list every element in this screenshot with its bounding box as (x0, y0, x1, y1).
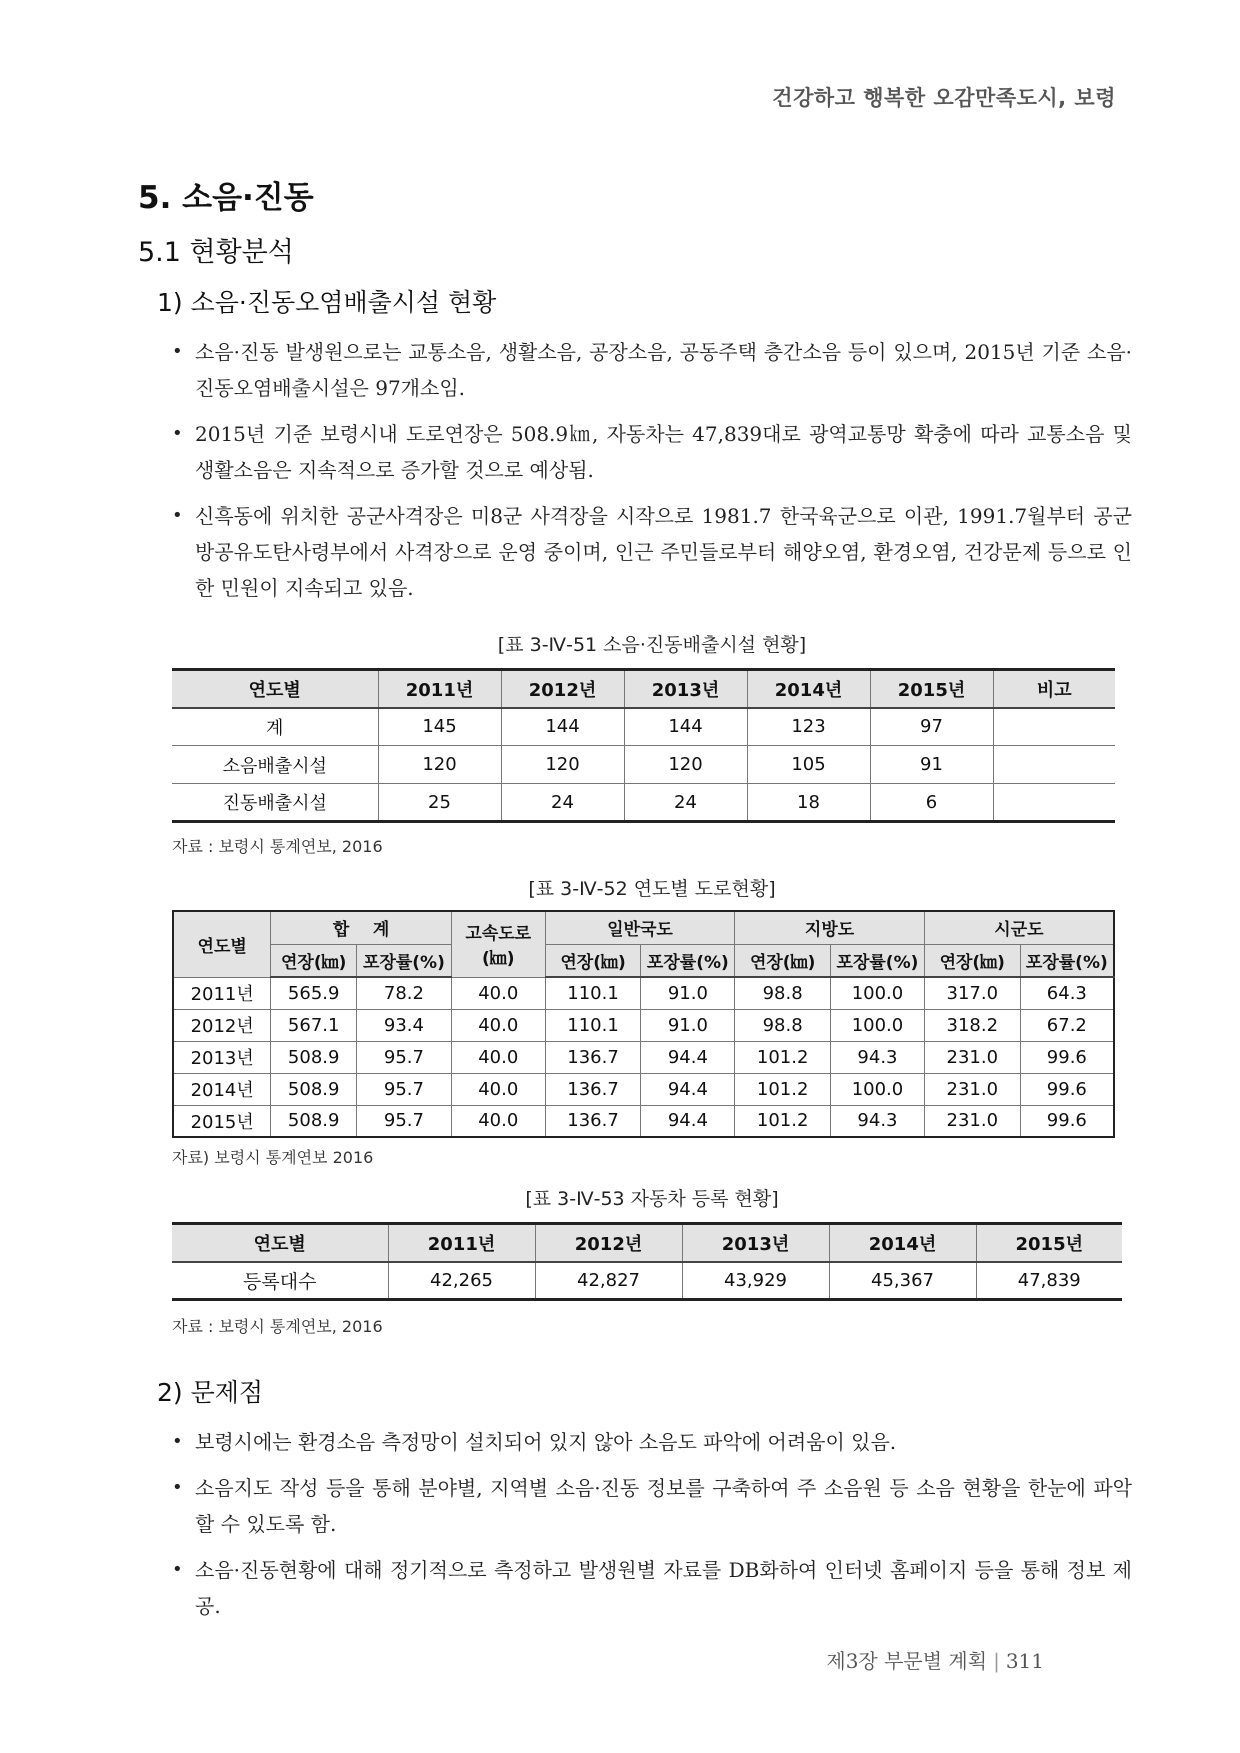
page-number: 311 (1005, 1649, 1044, 1673)
cell: 231.0 (924, 1073, 1020, 1105)
footer-separator: | (993, 1649, 1000, 1673)
cell: 318.2 (924, 1009, 1020, 1041)
row-label: 2014년 (173, 1073, 271, 1105)
header-paved-rate: 포장률(%) (831, 944, 925, 977)
header-paved-rate: 포장률(%) (357, 944, 452, 977)
header-cell: 연도별 (172, 1224, 388, 1262)
table-row (173, 1105, 1114, 1137)
cell: 95.7 (357, 1105, 452, 1137)
header-cell: 2012년 (501, 670, 624, 708)
cell: 94.4 (641, 1105, 735, 1137)
bullet-item: • 소음·진동 발생원으로는 교통소음, 생활소음, 공장소음, 공동주택 층간소음 등이 있으며, 2015년 기준 소음·진동오염배출시설은 97개소임. (172, 334, 1132, 406)
cell: 101.2 (735, 1041, 831, 1073)
cell: 100.0 (831, 1009, 925, 1041)
page-footer (826, 1645, 1044, 1674)
cell: 565.9 (271, 977, 357, 1009)
row-label: 2015년 (173, 1105, 271, 1137)
row-label: 2011년 (173, 977, 271, 1009)
cell: 105 (747, 746, 870, 784)
cell (993, 784, 1115, 822)
header-paved-rate: 포장률(%) (1020, 944, 1114, 977)
cell: 508.9 (271, 1105, 357, 1137)
header-total: 합 계 (271, 911, 452, 944)
header-cell: 2011년 (388, 1224, 535, 1262)
table1-caption: [표 3-Ⅳ-51 소음·진동배출시설 현황] (497, 634, 807, 656)
cell: 136.7 (545, 1073, 641, 1105)
cell (993, 708, 1115, 746)
table-row (173, 1073, 1114, 1105)
cell: 508.9 (271, 1073, 357, 1105)
row-label: 2013년 (173, 1041, 271, 1073)
header-cell: 2015년 (870, 670, 993, 708)
table-header-row (173, 911, 1114, 944)
cell: 18 (747, 784, 870, 822)
cell: 98.8 (735, 1009, 831, 1041)
bullet-item: • 2015년 기준 보령시내 도로연장은 508.9㎞, 자동차는 47,839대로 광역교통망 확충에 따라 교통소음 및 생활소음은 지속적으로 증가할 것으로 예상됨. (172, 416, 1132, 488)
table-header-row (172, 670, 1115, 708)
bullet-item: • 소음·진동현황에 대해 정기적으로 측정하고 발생원별 자료를 DB화하여 인터넷 홈페이지 등을 통해 정보 제공. (172, 1552, 1132, 1624)
cell: 91 (870, 746, 993, 784)
table3-source: 자료 : 보령시 통계연보, 2016 (172, 1317, 383, 1336)
cell: 100.0 (831, 977, 925, 1009)
table-row (173, 1009, 1114, 1041)
subheading-problems: 2) 문제점 (157, 1378, 264, 1407)
cell: 94.3 (831, 1105, 925, 1137)
cell: 97 (870, 708, 993, 746)
cell: 120 (501, 746, 624, 784)
section-title: 5. 소음·진동 (138, 180, 314, 216)
problems-bullet-list (172, 1424, 1132, 1634)
header-city-road: 시군도 (924, 911, 1114, 944)
cell: 40.0 (451, 1009, 545, 1041)
header-cell: 비고 (993, 670, 1115, 708)
cell: 40.0 (451, 1041, 545, 1073)
table1-source: 자료 : 보령시 통계연보, 2016 (172, 837, 383, 856)
table-row (172, 746, 1115, 784)
table-header-row (172, 1224, 1122, 1262)
cell: 64.3 (1020, 977, 1114, 1009)
table2-caption: [표 3-Ⅳ-52 연도별 도로현황] (528, 878, 776, 900)
cell: 91.0 (641, 1009, 735, 1041)
subsection-title: 5.1 현황분석 (138, 237, 294, 268)
cell: 42,265 (388, 1262, 535, 1300)
subheading-status: 1) 소음·진동오염배출시설 현황 (157, 288, 497, 317)
cell: 95.7 (357, 1041, 452, 1073)
header-cell: 2014년 (829, 1224, 976, 1262)
cell: 40.0 (451, 1073, 545, 1105)
cell: 101.2 (735, 1105, 831, 1137)
header-highway-unit: (㎞) (481, 949, 515, 970)
cell: 24 (624, 784, 747, 822)
header-national-road: 일반국도 (545, 911, 735, 944)
cell: 25 (378, 784, 501, 822)
running-header: 건강하고 행복한 오감만족도시, 보령 (772, 86, 1116, 110)
bullet-item: • 보령시에는 환경소음 측정망이 설치되어 있지 않아 소음도 파악에 어려움이 있음. (172, 1424, 1132, 1460)
cell: 136.7 (545, 1041, 641, 1073)
cell: 93.4 (357, 1009, 452, 1041)
cell: 317.0 (924, 977, 1020, 1009)
table-row (173, 977, 1114, 1009)
header-length: 연장(㎞) (924, 944, 1020, 977)
cell: 43,929 (682, 1262, 829, 1300)
cell: 42,827 (535, 1262, 682, 1300)
cell: 24 (501, 784, 624, 822)
table-row (173, 1041, 1114, 1073)
cell: 144 (624, 708, 747, 746)
header-highway-label: 고속도로 (465, 924, 532, 945)
header-local-road: 지방도 (735, 911, 925, 944)
bullet-item: • 신흑동에 위치한 공군사격장은 미8군 사격장을 시작으로 1981.7 한국육군으로 이관, 1991.7월부터 공군 방공유도탄사령부에서 사격장으로 운영 중이며, 인근 주민들로부터 해양오염, 환경오염, 건강문제 등으로 인한 민원이 지속되고 있음. (172, 498, 1132, 606)
header-paved-rate: 포장률(%) (641, 944, 735, 977)
cell: 231.0 (924, 1105, 1020, 1137)
cell: 101.2 (735, 1073, 831, 1105)
table2-source: 자료) 보령시 통계연보 2016 (172, 1148, 374, 1167)
header-cell: 2011년 (378, 670, 501, 708)
cell: 100.0 (831, 1073, 925, 1105)
cell: 508.9 (271, 1041, 357, 1073)
road-status-table (172, 910, 1115, 1138)
cell: 98.8 (735, 977, 831, 1009)
cell: 91.0 (641, 977, 735, 1009)
row-label: 진동배출시설 (172, 784, 378, 822)
cell: 120 (624, 746, 747, 784)
table-subheader-row (173, 944, 1114, 977)
header-year: 연도별 (173, 911, 271, 977)
cell (993, 746, 1115, 784)
cell: 94.4 (641, 1041, 735, 1073)
table-row (172, 708, 1115, 746)
cell: 99.6 (1020, 1073, 1114, 1105)
header-length: 연장(㎞) (545, 944, 641, 977)
header-cell: 2012년 (535, 1224, 682, 1262)
cell: 47,839 (976, 1262, 1122, 1300)
row-label: 계 (172, 708, 378, 746)
cell: 40.0 (451, 1105, 545, 1137)
cell: 567.1 (271, 1009, 357, 1041)
cell: 40.0 (451, 977, 545, 1009)
bullet-item: • 소음지도 작성 등을 통해 분야별, 지역별 소음·진동 정보를 구축하여 주 소음원 등 소음 현황을 한눈에 파악할 수 있도록 함. (172, 1470, 1132, 1542)
row-label: 소음배출시설 (172, 746, 378, 784)
cell: 144 (501, 708, 624, 746)
cell: 99.6 (1020, 1105, 1114, 1137)
cell: 123 (747, 708, 870, 746)
cell: 6 (870, 784, 993, 822)
header-cell: 연도별 (172, 670, 378, 708)
header-cell: 2013년 (624, 670, 747, 708)
cell: 110.1 (545, 1009, 641, 1041)
emission-facility-table (172, 668, 1115, 823)
row-label: 2012년 (173, 1009, 271, 1041)
cell: 95.7 (357, 1073, 452, 1105)
header-cell: 2013년 (682, 1224, 829, 1262)
table-row (172, 784, 1115, 822)
row-label: 등록대수 (172, 1262, 388, 1300)
footer-chapter: 제3장 부문별 계획 (826, 1649, 988, 1673)
table-row (172, 1262, 1122, 1300)
header-length: 연장(㎞) (271, 944, 357, 977)
cell: 231.0 (924, 1041, 1020, 1073)
table3-caption: [표 3-Ⅳ-53 자동차 등록 현황] (525, 1188, 779, 1210)
header-cell: 2014년 (747, 670, 870, 708)
header-cell: 2015년 (976, 1224, 1122, 1262)
cell: 94.4 (641, 1073, 735, 1105)
cell: 136.7 (545, 1105, 641, 1137)
cell: 99.6 (1020, 1041, 1114, 1073)
header-length: 연장(㎞) (735, 944, 831, 977)
cell: 120 (378, 746, 501, 784)
vehicle-registration-table (172, 1222, 1122, 1301)
cell: 67.2 (1020, 1009, 1114, 1041)
cell: 78.2 (357, 977, 452, 1009)
status-bullet-list (172, 334, 1132, 616)
cell: 94.3 (831, 1041, 925, 1073)
cell: 45,367 (829, 1262, 976, 1300)
cell: 110.1 (545, 977, 641, 1009)
cell: 145 (378, 708, 501, 746)
header-highway (451, 911, 545, 977)
